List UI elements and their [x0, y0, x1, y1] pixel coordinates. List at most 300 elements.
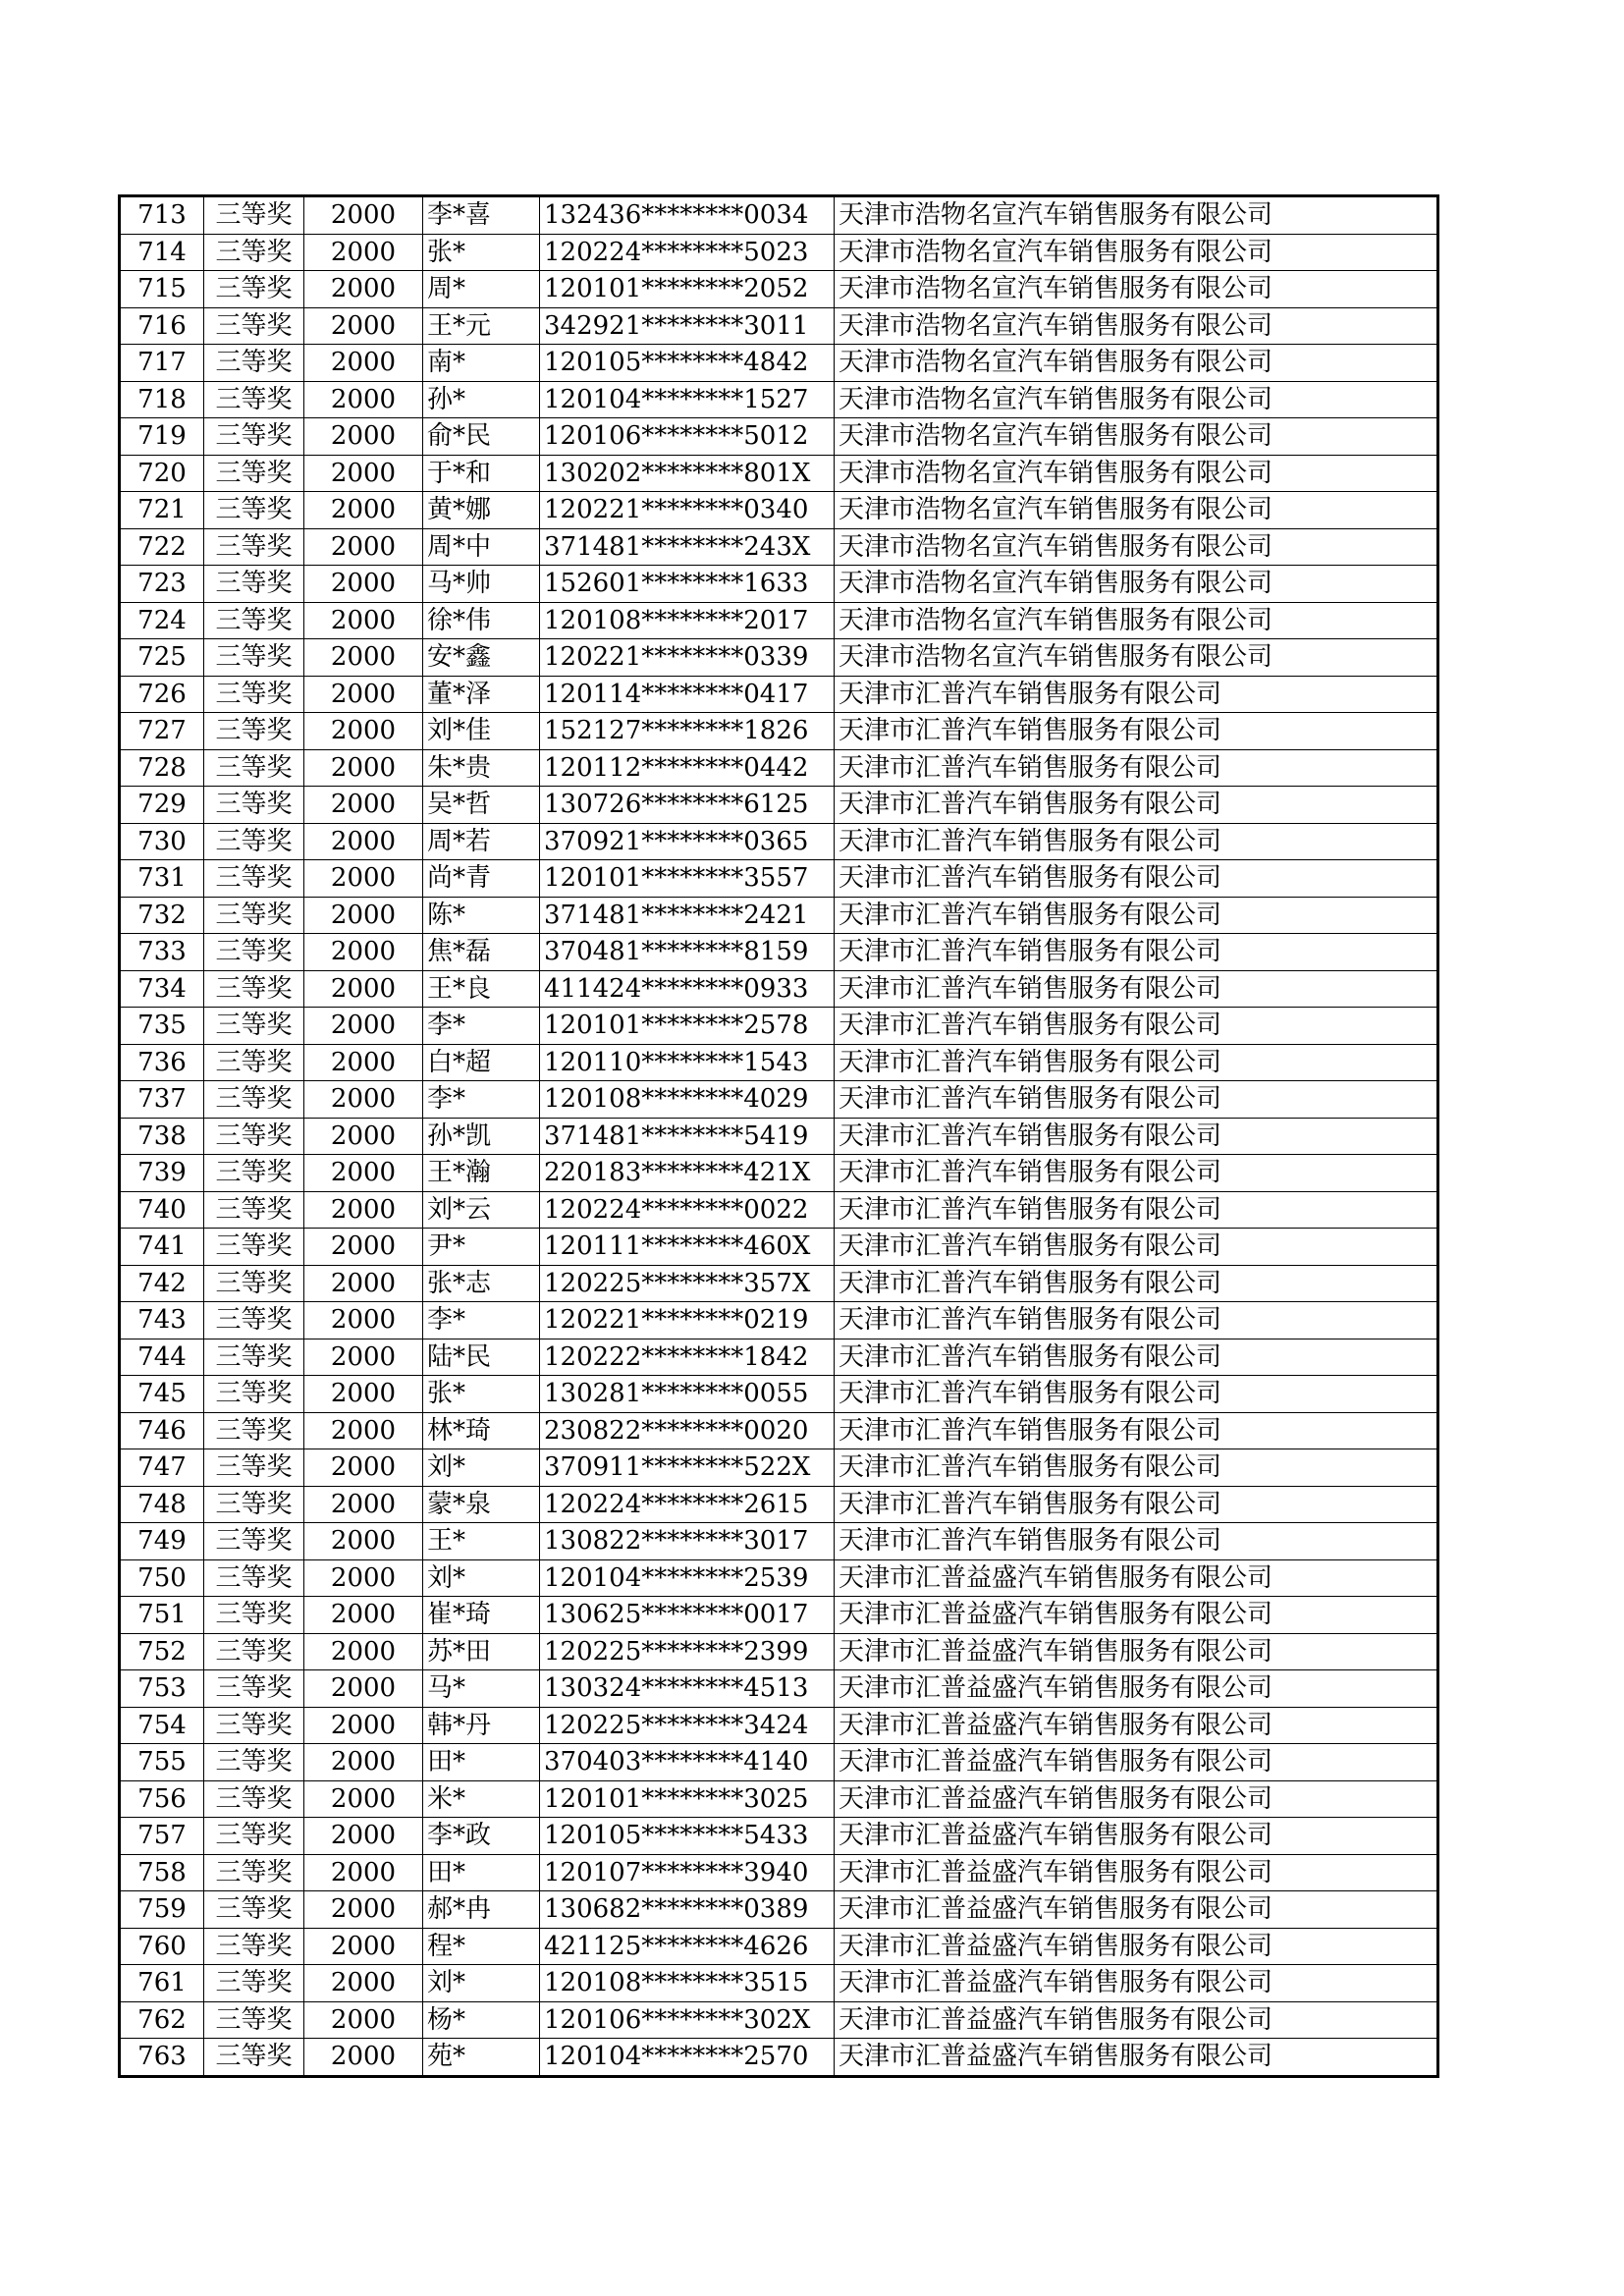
table-row — [120, 1523, 1438, 1560]
row-number: 722 — [120, 528, 204, 566]
winner-name: 蒙*泉 — [423, 1486, 540, 1523]
prize-level: 三等奖 — [204, 2001, 304, 2039]
winner-name: 张*志 — [423, 1265, 540, 1302]
row-number: 741 — [120, 1229, 204, 1266]
winner-name: 白*超 — [423, 1044, 540, 1081]
row-number: 749 — [120, 1523, 204, 1560]
prize-amount: 2000 — [304, 1891, 423, 1929]
company-name: 天津市汇普益盛汽车销售服务有限公司 — [835, 1928, 1438, 1965]
id-number: 120221********0340 — [540, 492, 835, 529]
table-row — [120, 1339, 1438, 1376]
prize-amount: 2000 — [304, 1597, 423, 1634]
company-name: 天津市汇普汽车销售服务有限公司 — [835, 897, 1438, 934]
row-number: 751 — [120, 1597, 204, 1634]
prize-level: 三等奖 — [204, 234, 304, 271]
id-number: 120101********2578 — [540, 1008, 835, 1045]
prize-level: 三等奖 — [204, 1928, 304, 1965]
row-number: 750 — [120, 1559, 204, 1597]
prize-level: 三等奖 — [204, 860, 304, 898]
winner-name: 李*喜 — [423, 196, 540, 235]
prize-level: 三等奖 — [204, 1780, 304, 1818]
table-row — [120, 1633, 1438, 1670]
table-row — [120, 1707, 1438, 1744]
row-number: 721 — [120, 492, 204, 529]
id-number: 130682********0389 — [540, 1891, 835, 1929]
row-number: 742 — [120, 1265, 204, 1302]
table-row — [120, 1412, 1438, 1449]
id-number: 120224********2615 — [540, 1486, 835, 1523]
id-number: 421125********4626 — [540, 1928, 835, 1965]
prize-level: 三等奖 — [204, 787, 304, 824]
table-row — [120, 1081, 1438, 1119]
id-number: 130202********801X — [540, 455, 835, 492]
id-number: 342921********3011 — [540, 307, 835, 345]
winner-name: 刘* — [423, 1449, 540, 1487]
row-number: 732 — [120, 897, 204, 934]
row-number: 740 — [120, 1191, 204, 1229]
prize-level: 三等奖 — [204, 1670, 304, 1708]
prize-amount: 2000 — [304, 455, 423, 492]
prize-level: 三等奖 — [204, 1008, 304, 1045]
table-row — [120, 1155, 1438, 1192]
prize-level: 三等奖 — [204, 1339, 304, 1376]
winner-name: 韩*丹 — [423, 1707, 540, 1744]
company-name: 天津市浩物名宣汽车销售服务有限公司 — [835, 455, 1438, 492]
prize-amount: 2000 — [304, 713, 423, 750]
prize-level: 三等奖 — [204, 196, 304, 235]
id-number: 120105********4842 — [540, 345, 835, 382]
prize-amount: 2000 — [304, 1854, 423, 1891]
prize-amount: 2000 — [304, 1302, 423, 1339]
table-row — [120, 1449, 1438, 1487]
company-name: 天津市汇普汽车销售服务有限公司 — [835, 1155, 1438, 1192]
id-number: 220183********421X — [540, 1155, 835, 1192]
prize-level: 三等奖 — [204, 1044, 304, 1081]
winner-name: 刘* — [423, 1965, 540, 2002]
company-name: 天津市汇普汽车销售服务有限公司 — [835, 1229, 1438, 1266]
table-row — [120, 676, 1438, 713]
row-number: 733 — [120, 934, 204, 971]
prize-level: 三等奖 — [204, 934, 304, 971]
id-number: 411424********0933 — [540, 970, 835, 1008]
row-number: 759 — [120, 1891, 204, 1929]
table-row — [120, 823, 1438, 860]
table-row — [120, 1854, 1438, 1891]
prize-level: 三等奖 — [204, 1597, 304, 1634]
row-number: 756 — [120, 1780, 204, 1818]
company-name: 天津市汇普汽车销售服务有限公司 — [835, 1044, 1438, 1081]
prize-amount: 2000 — [304, 1633, 423, 1670]
row-number: 753 — [120, 1670, 204, 1708]
row-number: 729 — [120, 787, 204, 824]
row-number: 715 — [120, 271, 204, 308]
id-number: 120224********5023 — [540, 234, 835, 271]
prize-amount: 2000 — [304, 418, 423, 456]
id-number: 120221********0219 — [540, 1302, 835, 1339]
winner-name: 王* — [423, 1523, 540, 1560]
company-name: 天津市汇普益盛汽车销售服务有限公司 — [835, 2039, 1438, 2077]
table-row — [120, 1965, 1438, 2002]
prize-amount: 2000 — [304, 1486, 423, 1523]
company-name: 天津市浩物名宣汽车销售服务有限公司 — [835, 381, 1438, 418]
prize-level: 三等奖 — [204, 345, 304, 382]
id-number: 130726********6125 — [540, 787, 835, 824]
prize-level: 三等奖 — [204, 1449, 304, 1487]
company-name: 天津市汇普汽车销售服务有限公司 — [835, 1376, 1438, 1413]
table-row — [120, 1891, 1438, 1929]
winner-name: 陆*民 — [423, 1339, 540, 1376]
winner-name: 田* — [423, 1744, 540, 1781]
prize-level: 三等奖 — [204, 897, 304, 934]
company-name: 天津市汇普汽车销售服务有限公司 — [835, 713, 1438, 750]
winner-name: 郝*冉 — [423, 1891, 540, 1929]
prize-amount: 2000 — [304, 1449, 423, 1487]
row-number: 761 — [120, 1965, 204, 2002]
winner-name: 于*和 — [423, 455, 540, 492]
winner-name: 程* — [423, 1928, 540, 1965]
prize-level: 三等奖 — [204, 2039, 304, 2077]
row-number: 714 — [120, 234, 204, 271]
company-name: 天津市汇普汽车销售服务有限公司 — [835, 934, 1438, 971]
prize-level: 三等奖 — [204, 1118, 304, 1155]
table-row — [120, 639, 1438, 677]
row-number: 734 — [120, 970, 204, 1008]
row-number: 731 — [120, 860, 204, 898]
row-number: 746 — [120, 1412, 204, 1449]
row-number: 723 — [120, 566, 204, 603]
id-number: 130281********0055 — [540, 1376, 835, 1413]
row-number: 728 — [120, 749, 204, 787]
winner-name: 刘*佳 — [423, 713, 540, 750]
prize-level: 三等奖 — [204, 1891, 304, 1929]
table-row — [120, 713, 1438, 750]
company-name: 天津市浩物名宣汽车销售服务有限公司 — [835, 234, 1438, 271]
winner-name: 安*鑫 — [423, 639, 540, 677]
table-row — [120, 1229, 1438, 1266]
row-number: 744 — [120, 1339, 204, 1376]
company-name: 天津市汇普汽车销售服务有限公司 — [835, 1191, 1438, 1229]
winner-name: 王*瀚 — [423, 1155, 540, 1192]
table-row — [120, 749, 1438, 787]
id-number: 120101********3557 — [540, 860, 835, 898]
table-row — [120, 860, 1438, 898]
company-name: 天津市浩物名宣汽车销售服务有限公司 — [835, 196, 1438, 235]
company-name: 天津市浩物名宣汽车销售服务有限公司 — [835, 271, 1438, 308]
table-row — [120, 602, 1438, 639]
id-number: 120221********0339 — [540, 639, 835, 677]
id-number: 120225********357X — [540, 1265, 835, 1302]
prize-level: 三等奖 — [204, 1965, 304, 2002]
prize-amount: 2000 — [304, 860, 423, 898]
prize-amount: 2000 — [304, 1928, 423, 1965]
prize-amount: 2000 — [304, 1818, 423, 1855]
prize-amount: 2000 — [304, 823, 423, 860]
prize-amount: 2000 — [304, 934, 423, 971]
id-number: 132436********0034 — [540, 196, 835, 235]
winner-name: 南* — [423, 345, 540, 382]
prize-amount: 2000 — [304, 1081, 423, 1119]
winner-name: 周* — [423, 271, 540, 308]
row-number: 762 — [120, 2001, 204, 2039]
prize-amount: 2000 — [304, 234, 423, 271]
company-name: 天津市浩物名宣汽车销售服务有限公司 — [835, 345, 1438, 382]
winner-name: 苑* — [423, 2039, 540, 2077]
row-number: 748 — [120, 1486, 204, 1523]
table-row — [120, 1818, 1438, 1855]
row-number: 758 — [120, 1854, 204, 1891]
company-name: 天津市汇普汽车销售服务有限公司 — [835, 1081, 1438, 1119]
winner-name: 张* — [423, 234, 540, 271]
row-number: 719 — [120, 418, 204, 456]
id-number: 130625********0017 — [540, 1597, 835, 1634]
company-name: 天津市汇普益盛汽车销售服务有限公司 — [835, 1670, 1438, 1708]
winner-name: 米* — [423, 1780, 540, 1818]
company-name: 天津市汇普益盛汽车销售服务有限公司 — [835, 1854, 1438, 1891]
prize-amount: 2000 — [304, 676, 423, 713]
winner-name: 尚*青 — [423, 860, 540, 898]
row-number: 717 — [120, 345, 204, 382]
table-row — [120, 1302, 1438, 1339]
prize-amount: 2000 — [304, 1155, 423, 1192]
prize-amount: 2000 — [304, 2001, 423, 2039]
winner-name: 董*泽 — [423, 676, 540, 713]
prize-amount: 2000 — [304, 2039, 423, 2077]
prize-amount: 2000 — [304, 1780, 423, 1818]
winners-table — [118, 194, 1439, 2078]
table-row — [120, 2039, 1438, 2077]
row-number: 724 — [120, 602, 204, 639]
table-row — [120, 528, 1438, 566]
row-number: 727 — [120, 713, 204, 750]
row-number: 738 — [120, 1118, 204, 1155]
prize-amount: 2000 — [304, 1191, 423, 1229]
prize-amount: 2000 — [304, 1744, 423, 1781]
prize-level: 三等奖 — [204, 1265, 304, 1302]
prize-amount: 2000 — [304, 1118, 423, 1155]
winner-name: 马* — [423, 1670, 540, 1708]
id-number: 120105********5433 — [540, 1818, 835, 1855]
prize-level: 三等奖 — [204, 381, 304, 418]
winner-name: 王*元 — [423, 307, 540, 345]
id-number: 120104********1527 — [540, 381, 835, 418]
prize-amount: 2000 — [304, 1523, 423, 1560]
prize-amount: 2000 — [304, 1376, 423, 1413]
company-name: 天津市汇普益盛汽车销售服务有限公司 — [835, 1559, 1438, 1597]
prize-level: 三等奖 — [204, 1229, 304, 1266]
winner-name: 朱*贵 — [423, 749, 540, 787]
table-row — [120, 1780, 1438, 1818]
prize-level: 三等奖 — [204, 307, 304, 345]
id-number: 370481********8159 — [540, 934, 835, 971]
id-number: 371481********5419 — [540, 1118, 835, 1155]
company-name: 天津市汇普益盛汽车销售服务有限公司 — [835, 1818, 1438, 1855]
winner-name: 崔*琦 — [423, 1597, 540, 1634]
row-number: 763 — [120, 2039, 204, 2077]
id-number: 120222********1842 — [540, 1339, 835, 1376]
table-row — [120, 1744, 1438, 1781]
table-row — [120, 566, 1438, 603]
row-number: 760 — [120, 1928, 204, 1965]
prize-amount: 2000 — [304, 492, 423, 529]
prize-level: 三等奖 — [204, 1081, 304, 1119]
table-row — [120, 381, 1438, 418]
winner-name: 李* — [423, 1008, 540, 1045]
id-number: 370911********522X — [540, 1449, 835, 1487]
winner-name: 俞*民 — [423, 418, 540, 456]
winner-name: 孙* — [423, 381, 540, 418]
prize-amount: 2000 — [304, 602, 423, 639]
prize-amount: 2000 — [304, 1559, 423, 1597]
company-name: 天津市汇普益盛汽车销售服务有限公司 — [835, 2001, 1438, 2039]
id-number: 130324********4513 — [540, 1670, 835, 1708]
id-number: 120110********1543 — [540, 1044, 835, 1081]
company-name: 天津市汇普汽车销售服务有限公司 — [835, 1412, 1438, 1449]
winner-name: 吴*哲 — [423, 787, 540, 824]
company-name: 天津市汇普益盛汽车销售服务有限公司 — [835, 1597, 1438, 1634]
prize-level: 三等奖 — [204, 1155, 304, 1192]
company-name: 天津市汇普汽车销售服务有限公司 — [835, 1339, 1438, 1376]
row-number: 739 — [120, 1155, 204, 1192]
table-row — [120, 787, 1438, 824]
winner-name: 焦*磊 — [423, 934, 540, 971]
prize-amount: 2000 — [304, 271, 423, 308]
prize-level: 三等奖 — [204, 676, 304, 713]
id-number: 120104********2570 — [540, 2039, 835, 2077]
winner-name: 张* — [423, 1376, 540, 1413]
row-number: 752 — [120, 1633, 204, 1670]
table-row — [120, 234, 1438, 271]
company-name: 天津市汇普汽车销售服务有限公司 — [835, 1118, 1438, 1155]
winner-name: 黄*娜 — [423, 492, 540, 529]
table-row — [120, 970, 1438, 1008]
id-number: 120111********460X — [540, 1229, 835, 1266]
table-row — [120, 271, 1438, 308]
company-name: 天津市汇普汽车销售服务有限公司 — [835, 749, 1438, 787]
company-name: 天津市汇普益盛汽车销售服务有限公司 — [835, 1891, 1438, 1929]
row-number: 743 — [120, 1302, 204, 1339]
id-number: 371481********2421 — [540, 897, 835, 934]
table-row — [120, 2001, 1438, 2039]
prize-level: 三等奖 — [204, 1633, 304, 1670]
row-number: 745 — [120, 1376, 204, 1413]
prize-level: 三等奖 — [204, 418, 304, 456]
company-name: 天津市汇普益盛汽车销售服务有限公司 — [835, 1744, 1438, 1781]
winner-name: 陈* — [423, 897, 540, 934]
table-row — [120, 1118, 1438, 1155]
id-number: 120114********0417 — [540, 676, 835, 713]
table-row — [120, 1191, 1438, 1229]
id-number: 120108********4029 — [540, 1081, 835, 1119]
winner-name: 李* — [423, 1081, 540, 1119]
winners-table-body — [120, 196, 1438, 2077]
row-number: 754 — [120, 1707, 204, 1744]
winner-name: 马*帅 — [423, 566, 540, 603]
company-name: 天津市汇普汽车销售服务有限公司 — [835, 860, 1438, 898]
table-row — [120, 455, 1438, 492]
prize-amount: 2000 — [304, 787, 423, 824]
id-number: 152127********1826 — [540, 713, 835, 750]
id-number: 120225********3424 — [540, 1707, 835, 1744]
company-name: 天津市汇普汽车销售服务有限公司 — [835, 1486, 1438, 1523]
table-row — [120, 196, 1438, 235]
company-name: 天津市汇普汽车销售服务有限公司 — [835, 970, 1438, 1008]
table-row — [120, 307, 1438, 345]
prize-amount: 2000 — [304, 196, 423, 235]
id-number: 120108********2017 — [540, 602, 835, 639]
winner-name: 徐*伟 — [423, 602, 540, 639]
row-number: 755 — [120, 1744, 204, 1781]
company-name: 天津市汇普汽车销售服务有限公司 — [835, 1449, 1438, 1487]
winner-name: 苏*田 — [423, 1633, 540, 1670]
row-number: 736 — [120, 1044, 204, 1081]
row-number: 730 — [120, 823, 204, 860]
table-row — [120, 1486, 1438, 1523]
prize-level: 三等奖 — [204, 455, 304, 492]
table-row — [120, 897, 1438, 934]
id-number: 370403********4140 — [540, 1744, 835, 1781]
company-name: 天津市汇普汽车销售服务有限公司 — [835, 1265, 1438, 1302]
winner-name: 李*政 — [423, 1818, 540, 1855]
id-number: 120112********0442 — [540, 749, 835, 787]
winner-name: 杨* — [423, 2001, 540, 2039]
prize-level: 三等奖 — [204, 1744, 304, 1781]
table-row — [120, 492, 1438, 529]
prize-amount: 2000 — [304, 307, 423, 345]
row-number: 757 — [120, 1818, 204, 1855]
prize-level: 三等奖 — [204, 1191, 304, 1229]
winner-name: 刘* — [423, 1559, 540, 1597]
company-name: 天津市浩物名宣汽车销售服务有限公司 — [835, 418, 1438, 456]
id-number: 371481********243X — [540, 528, 835, 566]
prize-level: 三等奖 — [204, 1707, 304, 1744]
id-number: 120225********2399 — [540, 1633, 835, 1670]
table-row — [120, 1008, 1438, 1045]
prize-amount: 2000 — [304, 749, 423, 787]
prize-amount: 2000 — [304, 1339, 423, 1376]
prize-amount: 2000 — [304, 639, 423, 677]
winner-name: 李* — [423, 1302, 540, 1339]
id-number: 120106********302X — [540, 2001, 835, 2039]
company-name: 天津市汇普汽车销售服务有限公司 — [835, 676, 1438, 713]
prize-level: 三等奖 — [204, 602, 304, 639]
prize-level: 三等奖 — [204, 1376, 304, 1413]
winner-name: 孙*凯 — [423, 1118, 540, 1155]
prize-amount: 2000 — [304, 970, 423, 1008]
id-number: 120108********3515 — [540, 1965, 835, 2002]
prize-amount: 2000 — [304, 528, 423, 566]
row-number: 737 — [120, 1081, 204, 1119]
company-name: 天津市浩物名宣汽车销售服务有限公司 — [835, 602, 1438, 639]
prize-level: 三等奖 — [204, 823, 304, 860]
id-number: 120106********5012 — [540, 418, 835, 456]
row-number: 735 — [120, 1008, 204, 1045]
company-name: 天津市浩物名宣汽车销售服务有限公司 — [835, 307, 1438, 345]
winner-name: 林*琦 — [423, 1412, 540, 1449]
winner-name: 尹* — [423, 1229, 540, 1266]
company-name: 天津市汇普汽车销售服务有限公司 — [835, 823, 1438, 860]
prize-amount: 2000 — [304, 381, 423, 418]
winner-name: 刘*云 — [423, 1191, 540, 1229]
company-name: 天津市汇普汽车销售服务有限公司 — [835, 1008, 1438, 1045]
prize-amount: 2000 — [304, 1008, 423, 1045]
table-row — [120, 1597, 1438, 1634]
prize-level: 三等奖 — [204, 1302, 304, 1339]
prize-level: 三等奖 — [204, 1559, 304, 1597]
prize-level: 三等奖 — [204, 1486, 304, 1523]
company-name: 天津市汇普益盛汽车销售服务有限公司 — [835, 1707, 1438, 1744]
prize-amount: 2000 — [304, 1412, 423, 1449]
prize-amount: 2000 — [304, 1265, 423, 1302]
